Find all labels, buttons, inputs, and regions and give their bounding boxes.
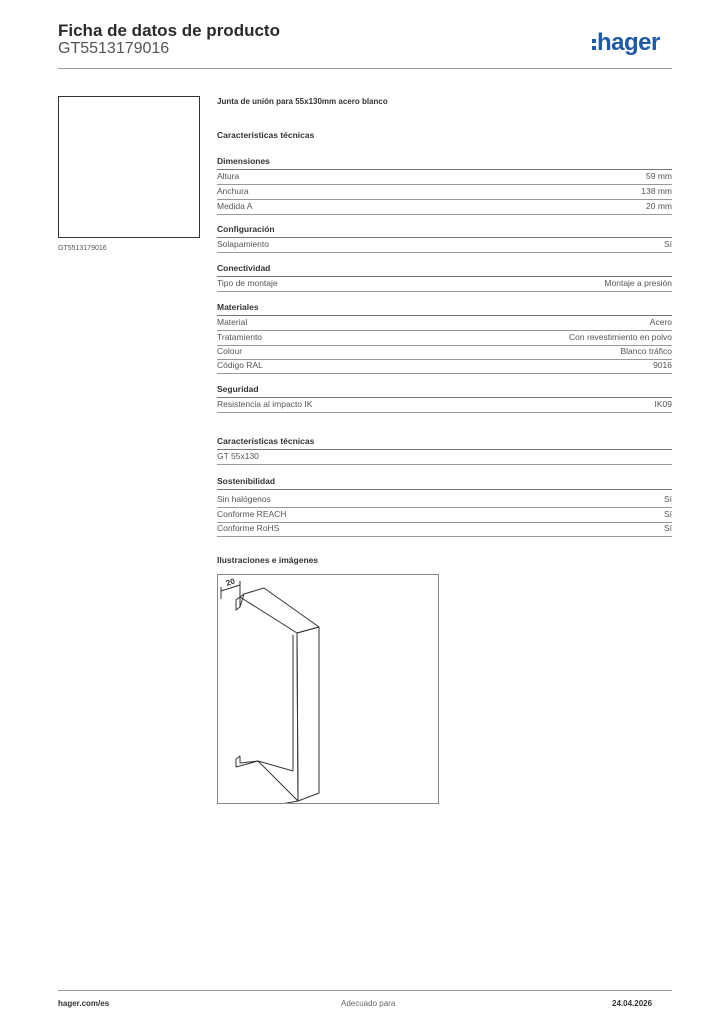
spec-key: Solapamiento [217, 239, 269, 249]
spec-row [217, 170, 672, 185]
joint-drawing [218, 575, 438, 803]
spec-value: IK09 [654, 399, 672, 409]
header-divider [58, 68, 672, 69]
illustration-frame [217, 574, 439, 804]
bottom-face [236, 761, 298, 803]
product-image-placeholder [58, 96, 200, 238]
front-face [297, 627, 319, 801]
spec-key: Sin halógenos [217, 494, 271, 504]
spec-value: Sí [663, 239, 672, 249]
spec-key: Resistencia al impacto IK [217, 399, 313, 409]
spec-key: Conforme REACH [217, 509, 287, 519]
spec-value: Sí [663, 494, 672, 504]
product-image-caption: GT5513179016 [58, 245, 107, 252]
group-title-caracteristicas: Características técnicas [217, 436, 672, 450]
edge [297, 633, 298, 801]
spec-key: Colour [217, 346, 243, 356]
group-title-materiales: Materiales [217, 302, 672, 316]
spec-value: Montaje a presión [604, 278, 672, 288]
group-title-seguridad: Seguridad [217, 384, 672, 398]
spec-row [217, 493, 672, 508]
footer-divider [58, 990, 672, 991]
group-title-configuracion: Configuración [217, 224, 672, 238]
spec-row [217, 316, 672, 331]
spec-row [217, 200, 672, 215]
spec-value: Sí [663, 509, 672, 519]
spec-row [217, 508, 672, 523]
spec-value: 59 mm [646, 171, 672, 181]
footer-suitable-for: Adecuado para [341, 999, 396, 1008]
spec-key: Medida A [217, 201, 253, 211]
spec-value: 9016 [653, 360, 672, 370]
spec-row [217, 359, 672, 374]
page-title: Ficha de datos de producto [58, 21, 280, 40]
spec-key: Material [217, 317, 248, 327]
section-technical-heading: Características técnicas [217, 130, 315, 140]
spec-key: Tipo de montaje [217, 278, 278, 288]
spec-key: Altura [217, 171, 240, 181]
product-code: GT5513179016 [58, 40, 170, 57]
group-title-dimensiones: Dimensiones [217, 156, 672, 170]
spec-value: Acero [649, 317, 672, 327]
spec-key: Anchura [217, 186, 249, 196]
spec-value: 138 mm [641, 186, 672, 196]
footer-date: 24.04.2026 [612, 999, 653, 1008]
spec-value: Con revestimiento en polvo [568, 332, 672, 342]
product-name: Junta de unión para 55x130mm acero blanco [217, 97, 388, 106]
group-title-conectividad: Conectividad [217, 263, 672, 277]
spec-value: Blanco tráfico [620, 346, 672, 356]
spec-key: Código RAL [217, 360, 263, 370]
top-face [240, 588, 319, 633]
spec-row [217, 331, 672, 346]
spec-row [217, 522, 672, 537]
spec-row [217, 398, 672, 413]
spec-row [217, 277, 672, 292]
spec-key: Conforme RoHS [217, 523, 280, 533]
spec-row [217, 345, 672, 360]
bottom-flange [236, 756, 240, 767]
group-title-sostenibilidad: Sostenibilidad [217, 476, 672, 490]
spec-value: 20 mm [646, 201, 672, 211]
spec-key: GT 55x130 [217, 451, 259, 461]
spec-key: Tratamiento [217, 332, 263, 342]
illustrations-heading: Ilustraciones e imágenes [217, 555, 319, 565]
top-flange [236, 597, 240, 610]
dimension-label: 20 [224, 576, 237, 588]
hager-logo [592, 29, 660, 57]
logo-text: hager [597, 29, 660, 56]
spec-row [217, 238, 672, 253]
spec-row [217, 450, 672, 465]
spec-value: Sí [663, 523, 672, 533]
logo-dots-icon [592, 36, 596, 51]
spec-row [217, 185, 672, 200]
footer-website[interactable]: hager.com/es [58, 999, 110, 1008]
